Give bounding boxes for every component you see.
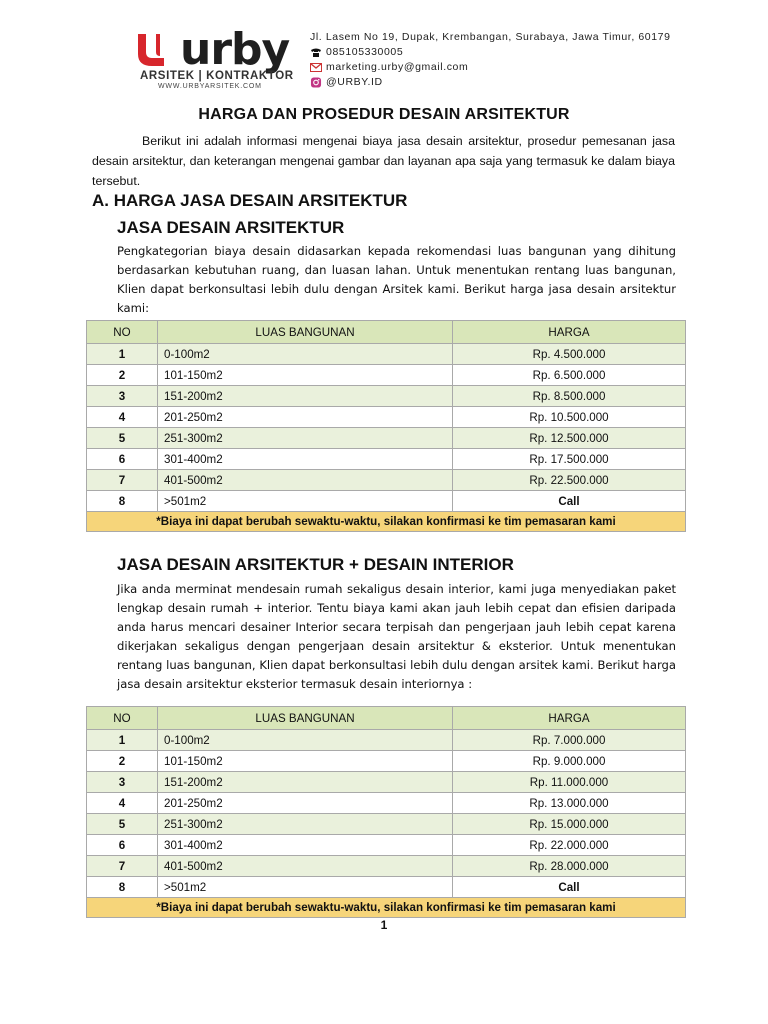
row-area: >501m2 <box>158 491 453 512</box>
row-area: 151-200m2 <box>158 772 453 793</box>
row-no: 2 <box>87 365 158 386</box>
row-area: 201-250m2 <box>158 793 453 814</box>
company-logo <box>134 24 300 92</box>
row-no: 7 <box>87 470 158 491</box>
header-price: HARGA <box>453 321 686 344</box>
header-area: LUAS BANGUNAN <box>158 321 453 344</box>
row-area: 101-150m2 <box>158 365 453 386</box>
page-title: HARGA DAN PROSEDUR DESAIN ARSITEKTUR <box>198 106 570 123</box>
row-area: 251-300m2 <box>158 814 453 835</box>
row-price: Rp. 13.000.000 <box>453 793 686 814</box>
header-price: HARGA <box>453 707 686 730</box>
contact-block <box>310 30 670 90</box>
row-no: 6 <box>87 835 158 856</box>
row-no: 4 <box>87 793 158 814</box>
instagram-text: @URBY.ID <box>326 76 383 88</box>
table-row <box>87 386 686 407</box>
logo-wordmark: urby <box>180 24 290 75</box>
table-row <box>87 344 686 365</box>
row-no: 3 <box>87 772 158 793</box>
row-no: 6 <box>87 449 158 470</box>
row-price: Rp. 15.000.000 <box>453 814 686 835</box>
row-price: Rp. 22.000.000 <box>453 835 686 856</box>
row-no: 5 <box>87 428 158 449</box>
sub2-paragraph: Jika anda merminat mendesain rumah sekaligus desain interior, kami juga menyediakan paket lengkap desain rumah + interior. Tentu biaya kami akan jauh lebih cepat dan efisien daripada anda harus mencari desainer Interior secara terpisah dan pengerjaan jauh lebih cepat karena dikerjakan sekaligus dengan pengerjaan desain arsitektur & eksterior. Untuk menentukan rentang luas bangunan, Klien dapat berkonsultasi lebih dulu dengan arsitek kami. Berikut harga jasa desain arsitektur eksterior termasuk desain interiornya : <box>117 582 676 691</box>
table-row <box>87 814 686 835</box>
table-row <box>87 751 686 772</box>
row-price: Rp. 7.000.000 <box>453 730 686 751</box>
row-area: 251-300m2 <box>158 428 453 449</box>
row-price: Rp. 9.000.000 <box>453 751 686 772</box>
row-price: Rp. 22.500.000 <box>453 470 686 491</box>
price-table-architecture <box>86 320 686 532</box>
row-no: 2 <box>87 751 158 772</box>
table-row <box>87 449 686 470</box>
intro-paragraph: Berikut ini adalah informasi mengenai biaya jasa desain arsitektur, prosedur pemesanan jasa desain arsitektur, dan keterangan mengenai gambar dan layanan apa saja yang termasuk ke dalam biaya tersebut. <box>92 134 675 188</box>
row-area: 301-400m2 <box>158 449 453 470</box>
table-row <box>87 470 686 491</box>
instagram-icon <box>310 77 322 88</box>
table-row <box>87 856 686 877</box>
row-area: 201-250m2 <box>158 407 453 428</box>
table-row <box>87 365 686 386</box>
row-area: 0-100m2 <box>158 730 453 751</box>
logo-subtitle: ARSITEK | KONTRAKTOR <box>140 70 294 82</box>
price-table-architecture-interior <box>86 706 686 918</box>
row-price: Call <box>453 877 686 898</box>
sub1-heading: JASA DESAIN ARSITEKTUR <box>117 218 345 237</box>
row-no: 4 <box>87 407 158 428</box>
table-row <box>87 877 686 898</box>
table-note-row <box>87 512 686 532</box>
contact-instagram <box>310 75 670 90</box>
table-row <box>87 428 686 449</box>
sub1-paragraph: Pengkategorian biaya desain didasarkan kepada rekomendasi luas bangunan yang dihitung berdasarkan kebutuhan ruang, dan luasan lahan. Untuk menentukan rentang luas bangunan, Klien dapat berkonsultasi lebih dulu dengan Arsitek kami. Berikut harga jasa desain arsitektur kami: <box>117 244 676 315</box>
table-header-row <box>87 321 686 344</box>
row-price: Rp. 4.500.000 <box>453 344 686 365</box>
email-text: marketing.urby@gmail.com <box>326 61 469 73</box>
row-area: 0-100m2 <box>158 344 453 365</box>
row-no: 5 <box>87 814 158 835</box>
table-note-row <box>87 898 686 918</box>
table-note: *Biaya ini dapat berubah sewaktu-waktu, silakan konfirmasi ke tim pemasaran kami <box>87 512 686 532</box>
table-row <box>87 730 686 751</box>
row-price: Rp. 10.500.000 <box>453 407 686 428</box>
contact-phone <box>310 45 670 60</box>
table-row <box>87 772 686 793</box>
contact-address <box>310 30 670 45</box>
header-area: LUAS BANGUNAN <box>158 707 453 730</box>
header-no: NO <box>87 707 158 730</box>
row-area: 401-500m2 <box>158 470 453 491</box>
row-no: 1 <box>87 730 158 751</box>
table-header-row <box>87 707 686 730</box>
address-text: Jl. Lasem No 19, Dupak, Krembangan, Surabaya, Jawa Timur, 60179 <box>310 31 671 43</box>
row-price: Rp. 11.000.000 <box>453 772 686 793</box>
row-area: 401-500m2 <box>158 856 453 877</box>
logo-url: WWW.URBYARSITEK.COM <box>158 83 262 90</box>
table-row <box>87 407 686 428</box>
contact-email <box>310 60 670 75</box>
row-price: Rp. 8.500.000 <box>453 386 686 407</box>
table-row <box>87 793 686 814</box>
row-area: >501m2 <box>158 877 453 898</box>
row-price: Rp. 17.500.000 <box>453 449 686 470</box>
row-price: Rp. 6.500.000 <box>453 365 686 386</box>
row-no: 3 <box>87 386 158 407</box>
row-area: 151-200m2 <box>158 386 453 407</box>
row-no: 1 <box>87 344 158 365</box>
header-no: NO <box>87 321 158 344</box>
section-a-heading: A. HARGA JASA DESAIN ARSITEKTUR <box>92 191 408 210</box>
row-area: 101-150m2 <box>158 751 453 772</box>
table-note: *Biaya ini dapat berubah sewaktu-waktu, silakan konfirmasi ke tim pemasaran kami <box>87 898 686 918</box>
row-price: Rp. 12.500.000 <box>453 428 686 449</box>
table-row <box>87 835 686 856</box>
row-area: 301-400m2 <box>158 835 453 856</box>
phone-text: 085105330005 <box>326 46 404 58</box>
row-no: 8 <box>87 877 158 898</box>
phone-icon <box>310 47 322 58</box>
page-number: 1 <box>380 918 388 932</box>
gmail-icon <box>310 62 322 73</box>
sub2-heading: JASA DESAIN ARSITEKTUR + DESAIN INTERIOR <box>117 555 514 574</box>
row-no: 8 <box>87 491 158 512</box>
table-row <box>87 491 686 512</box>
row-no: 7 <box>87 856 158 877</box>
row-price: Call <box>453 491 686 512</box>
row-price: Rp. 28.000.000 <box>453 856 686 877</box>
